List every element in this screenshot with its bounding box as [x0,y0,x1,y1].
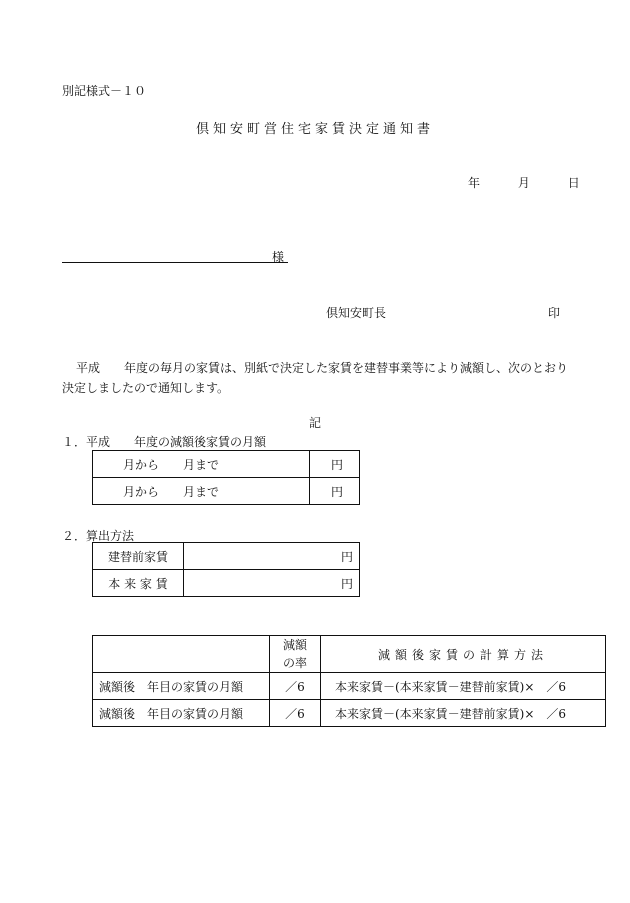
row-label: 減額後 年目の家賃の月額 [93,700,270,727]
row-label: 減額後 年目の家賃の月額 [93,673,270,700]
table-row [93,451,360,478]
header-rate: 減額 の率 [270,636,321,673]
table-row [93,543,360,570]
table-header-row [93,636,606,673]
yen-cell: 円 [310,451,360,478]
table-row [93,673,606,700]
notice-body-text: 平成 年度の毎月の家賃は、別紙で決定した家賃を建替事業等により減額し、次のとおり決定しましたので通知します。 [62,361,569,395]
header-blank-cell [93,636,270,673]
addressee-suffix: 様 [272,250,285,264]
seal-mark: 印 [548,306,561,320]
form-number: 別記様式－１０ [62,84,147,98]
reduction-calc-table [92,635,606,727]
issuer-name: 倶知安町長 [326,306,387,320]
rate-cell: ／6 [270,673,321,700]
section2-heading: ２．算出方法 [62,529,135,543]
date-line [468,174,584,191]
standard-rent-label: 本 来 家 賃 [93,570,184,597]
yen-cell: 円 [310,478,360,505]
yen-cell: 円 [184,570,360,597]
calculation-basis-table [92,542,360,597]
pre-rebuild-rent-label: 建替前家賃 [93,543,184,570]
addressee-name-line[interactable] [62,262,288,263]
table-row [93,570,360,597]
ki-heading: 記 [308,416,321,430]
date-year: 年 [468,176,481,190]
date-day: 日 [567,176,580,190]
yen-cell: 円 [184,543,360,570]
monthly-rent-table [92,450,360,505]
header-method: 減額後家賃の計算方法 [321,636,606,673]
period-cell: 月から 月まで [93,451,310,478]
table-row [93,700,606,727]
method-cell: 本来家賃－(本来家賃－建替前家賃)× ／6 [321,673,606,700]
date-month: 月 [517,176,530,190]
period-cell: 月から 月まで [93,478,310,505]
table-row [93,478,360,505]
section1-heading: １．平成 年度の減額後家賃の月額 [62,435,267,449]
document-title: 倶知安町営住宅家賃決定通知書 [195,122,434,137]
method-cell: 本来家賃－(本来家賃－建替前家賃)× ／6 [321,700,606,727]
rate-cell: ／6 [270,700,321,727]
